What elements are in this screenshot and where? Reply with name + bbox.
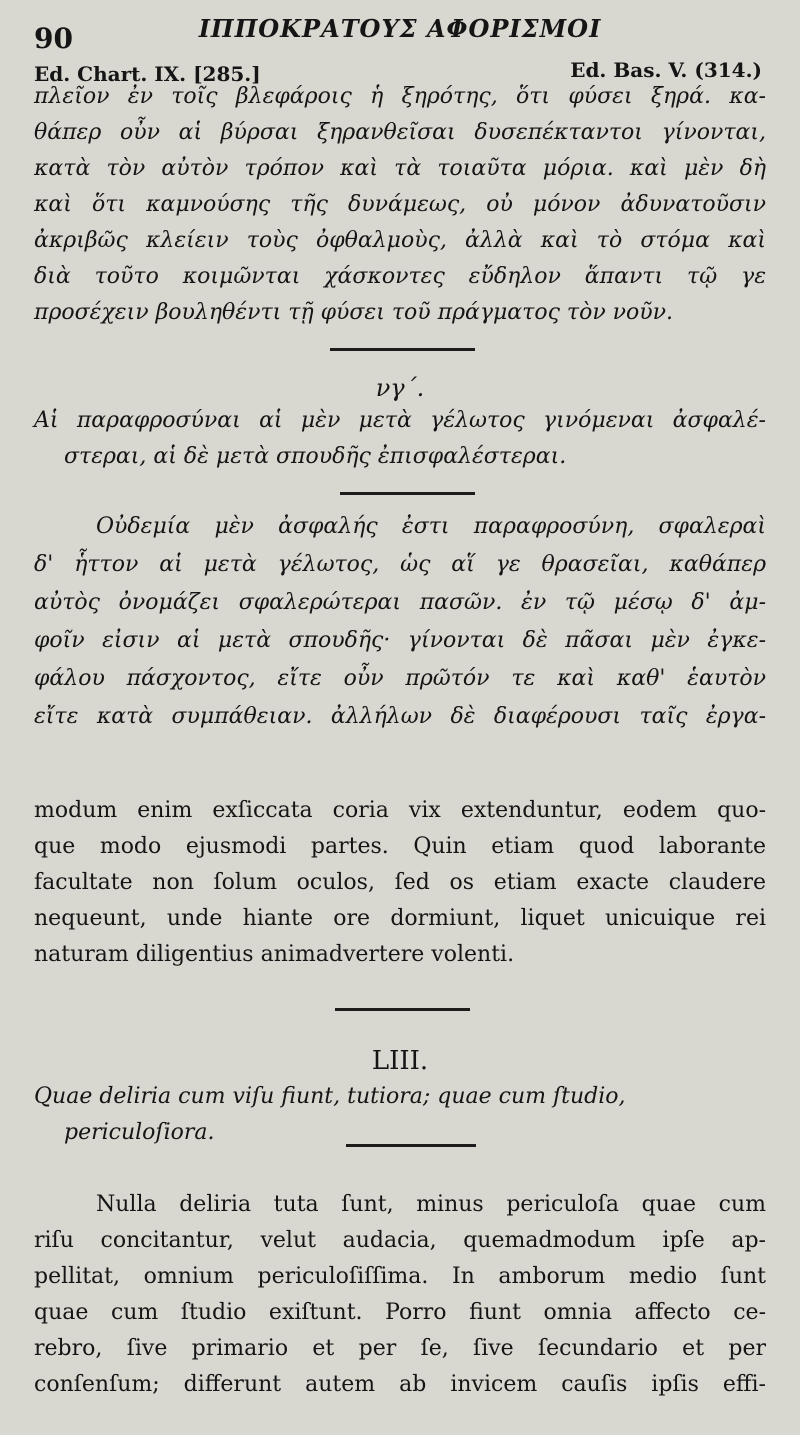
section-divider bbox=[346, 1144, 476, 1147]
latin-text-line: nequeunt, unde hiante ore dormiunt, liquet unicuique rei bbox=[34, 906, 766, 931]
latin-aphorism-line: periculoſiora. bbox=[64, 1120, 215, 1145]
greek-text-line: δ' ἧττον αἱ μετὰ γέλωτος, ὡς αἵ γε θρασεῖαι, καθάπερ bbox=[34, 552, 766, 577]
latin-text-line: que modo ejusmodi partes. Quin etiam quod laborante bbox=[34, 834, 766, 859]
latin-text-line: naturam diligentius animadvertere volenti. bbox=[34, 942, 515, 967]
latin-text-line: riſu concitantur, velut audacia, quemadmodum ipſe ap- bbox=[34, 1228, 766, 1253]
greek-text-line: προσέχειν βουληθέντι τῇ φύσει τοῦ πράγματος τὸν νοῦν. bbox=[34, 300, 674, 325]
greek-text-line: φοῖν εἰσιν αἱ μετὰ σπουδῆς· γίνονται δὲ πᾶσαι μὲν ἐγκε- bbox=[34, 628, 766, 653]
greek-aphorism-line: Αἱ παραφροσύναι αἱ μὲν μετὰ γέλωτος γινόμεναι ἀσφαλέ- bbox=[34, 408, 766, 433]
greek-aphorism-line: στεραι, αἱ δὲ μετὰ σπουδῆς ἐπισφαλέστεραι. bbox=[64, 444, 567, 469]
greek-text-line: Οὐδεμία μὲν ἀσφαλής ἐστι παραφροσύνη, σφαλεραὶ bbox=[96, 514, 766, 539]
latin-text-line: pellitat, omnium periculoſiſſima. In amborum medio ſunt bbox=[34, 1264, 766, 1289]
greek-aphorism-number: νγ΄. bbox=[375, 374, 425, 402]
latin-text-line: conſenſum; differunt autem ab invicem cauſis ipſis effi- bbox=[34, 1372, 766, 1397]
greek-text-line: διὰ τοῦτο κοιμῶνται χάσκοντες εὔδηλον ἅπαντι τῷ γε bbox=[34, 264, 766, 289]
latin-text-line: Nulla deliria tuta ſunt, minus periculoſa quae cum bbox=[96, 1192, 766, 1217]
greek-text-line: καὶ ὅτι καμνούσης τῆς δυνάμεως, οὐ μόνον ἀδυνατοῦσιν bbox=[34, 192, 766, 217]
greek-text-line: εἴτε κατὰ συμπάθειαν. ἀλλήλων δὲ διαφέρουσι ταῖς ἐργα- bbox=[34, 704, 766, 729]
latin-aphorism-line: Quae deliria cum viſu fiunt, tutiora; quae cum ſtudio, bbox=[34, 1084, 626, 1109]
greek-text-line: φάλου πάσχοντος, εἴτε οὖν πρῶτόν τε καὶ καθ' ἑαυτὸν bbox=[34, 666, 766, 691]
greek-text-line: θάπερ οὖν αἱ βύρσαι ξηρανθεῖσαι δυσεπέκταντοι γίνονται, bbox=[34, 120, 766, 145]
running-title: ΙΠΠΟΚΡΑΤΟΥΣ ΑΦΟΡΙΣΜΟΙ bbox=[198, 14, 602, 43]
section-divider bbox=[335, 1008, 470, 1011]
latin-text-line: modum enim exſiccata coria vix extenduntur, eodem quo- bbox=[34, 798, 766, 823]
page-number: 90 bbox=[34, 22, 73, 55]
greek-text-line: κατὰ τὸν αὐτὸν τρόπον καὶ τὰ τοιαῦτα μόρια. καὶ μὲν δὴ bbox=[34, 156, 766, 181]
greek-text-line: ἀκριβῶς κλείειν τοὺς ὀφθαλμοὺς, ἀλλὰ καὶ τὸ στόμα καὶ bbox=[34, 228, 766, 253]
latin-aphorism-number: LIII. bbox=[371, 1046, 429, 1076]
latin-text-line: rebro, ſive primario et per ſe, ſive ſecundario et per bbox=[34, 1336, 766, 1361]
greek-text-line: αὐτὸς ὀνομάζει σφαλερώτεραι πασῶν. ἐν τῷ μέσῳ δ' ἀμ- bbox=[34, 590, 766, 615]
edition-reference-left: Ed. Chart. IX. [285.] bbox=[34, 62, 261, 86]
greek-text-line: πλεῖον ἐν τοῖς βλεφάροις ἡ ξηρότης, ὅτι φύσει ξηρά. κα- bbox=[34, 84, 766, 109]
edition-reference-right: Ed. Bas. V. (314.) bbox=[570, 58, 762, 82]
latin-text-line: facultate non ſolum oculos, ſed os etiam exacte claudere bbox=[34, 870, 766, 895]
latin-text-line: quae cum ſtudio exiſtunt. Porro fiunt omnia affecto ce- bbox=[34, 1300, 766, 1325]
section-divider bbox=[340, 492, 475, 495]
section-divider bbox=[330, 348, 475, 351]
